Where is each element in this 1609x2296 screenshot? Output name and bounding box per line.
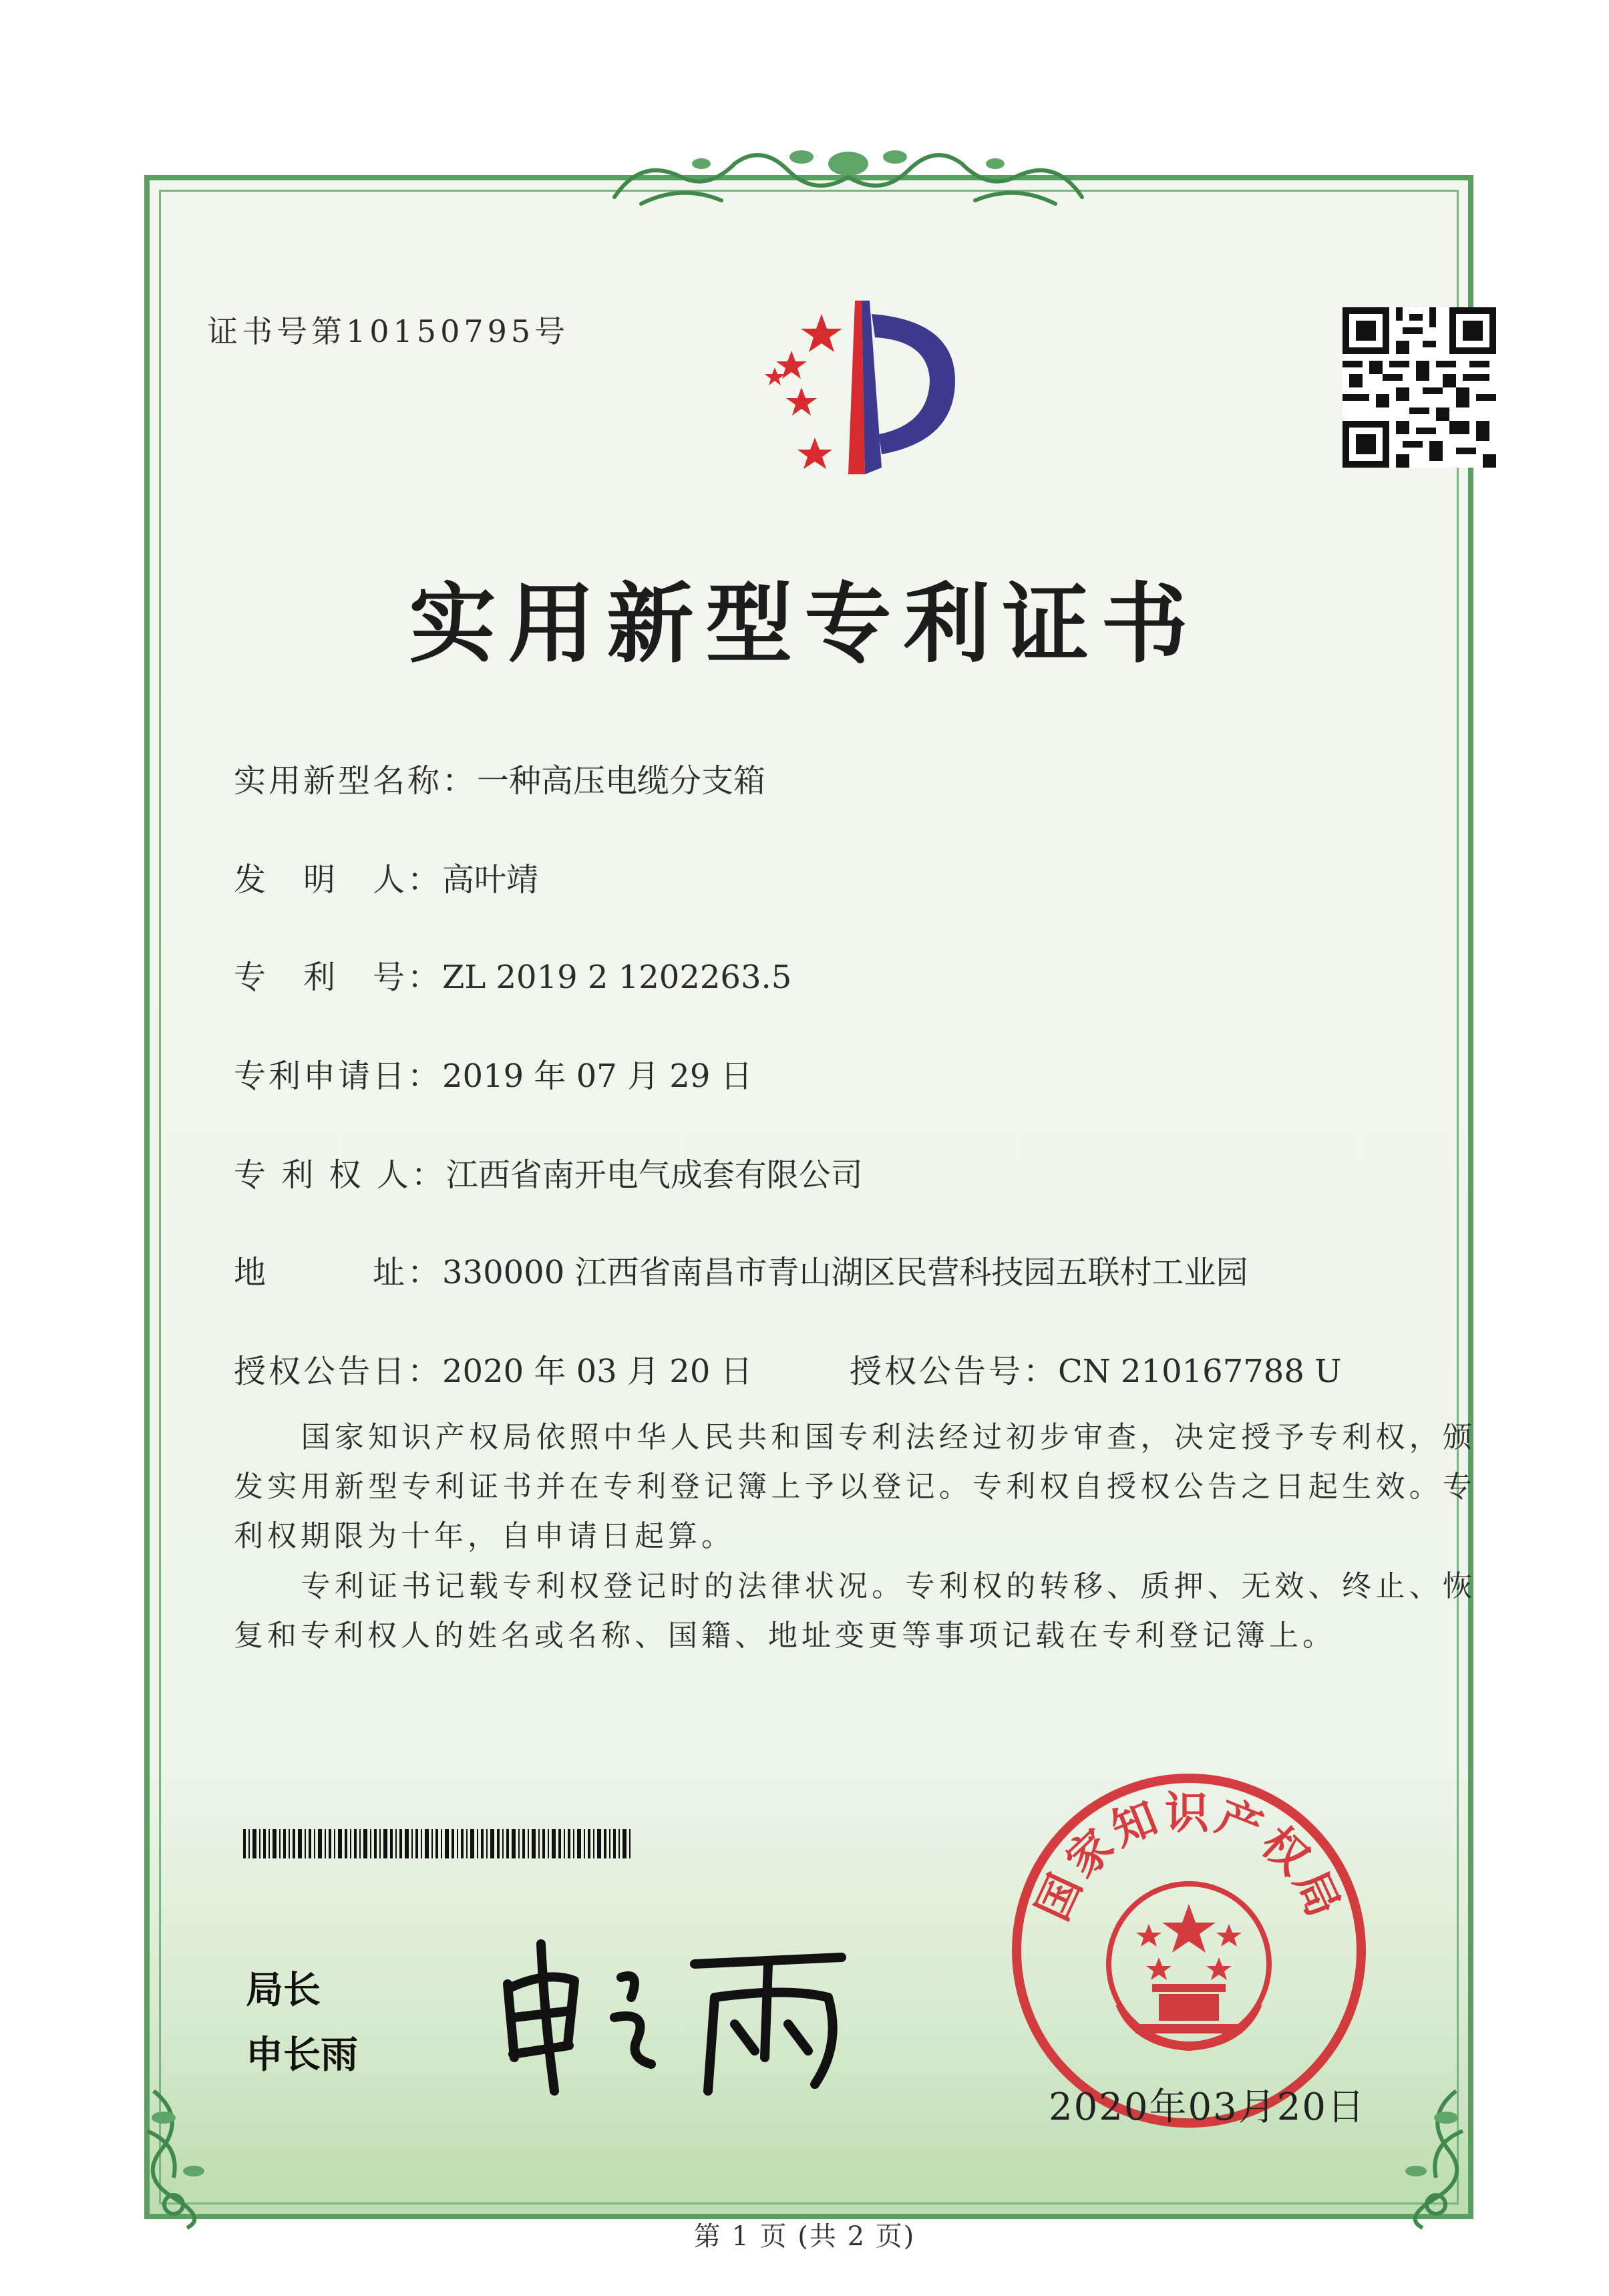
grant-date-value: 2020 年 03 月 20 日 xyxy=(442,1353,753,1390)
inventor-label: 发 明 人： xyxy=(234,861,443,898)
grant-statement-paragraph: 国家知识产权局依照中华人民共和国专利法经过初步审查，决定授予专利权，颁发实用新型专利证书并在专利登记簿上予以登记。专利权自授权公告之日起生效。专利权期限为十年，自申请日起算。 xyxy=(234,1420,1476,1553)
patentee-value: 江西省南开电气成套有限公司 xyxy=(445,1156,863,1194)
patent-number-row xyxy=(234,951,791,997)
inventor-row xyxy=(234,854,538,900)
svg-text:国家知识产权局: 国家知识产权局 xyxy=(1027,1787,1351,1929)
patentee-row xyxy=(234,1149,863,1195)
grant-number-value: CN 210167788 U xyxy=(1058,1353,1342,1390)
director-title: 局长 xyxy=(246,1969,321,2012)
utility-model-name-value: 一种高压电缆分支箱 xyxy=(477,762,766,800)
patent-office-logo xyxy=(728,287,982,488)
grant-date-row xyxy=(234,1345,753,1391)
utility-model-name-label: 实用新型名称： xyxy=(234,762,478,800)
certificate-number: 证书号第10150795号 xyxy=(207,313,570,349)
utility-model-name-row xyxy=(234,755,765,801)
barcode xyxy=(243,1829,631,1858)
application-date-value: 2019 年 07 月 29 日 xyxy=(442,1057,753,1095)
seal-date: 2020年03月20日 xyxy=(1049,2086,1367,2129)
director-signature xyxy=(494,1924,868,2098)
application-date-row xyxy=(234,1050,753,1096)
grant-number-label: 授权公告号： xyxy=(850,1353,1059,1390)
qr-code xyxy=(1343,307,1496,468)
patentee-label: 专 利 权 人： xyxy=(234,1156,446,1194)
legal-status-paragraph: 专利证书记载专利权登记时的法律状况。专利权的转移、质押、无效、终止、恢复和专利权人的姓名或名称、国籍、地址变更等事项记载在专利登记簿上。 xyxy=(234,1569,1476,1653)
patent-number-label: 专 利 号： xyxy=(234,959,443,996)
patent-number-value: ZL 2019 2 1202263.5 xyxy=(442,959,792,996)
address-row xyxy=(234,1247,1248,1293)
top-ornament xyxy=(601,137,1095,217)
address-value: 330000 江西省南昌市青山湖区民营科技园五联村工业园 xyxy=(442,1254,1248,1291)
certificate-title: 实用新型专利证书 xyxy=(409,572,1200,675)
page-number: 第 1 页 (共 2 页) xyxy=(693,2221,916,2252)
grant-date-label: 授权公告日： xyxy=(234,1353,443,1390)
director-name: 申长雨 xyxy=(246,2033,358,2077)
grant-number-row xyxy=(850,1345,1342,1391)
application-date-label: 专利申请日： xyxy=(234,1057,443,1095)
address-label: 地 址： xyxy=(234,1254,443,1291)
bottom-left-ornament xyxy=(134,2078,267,2231)
inventor-value: 高叶靖 xyxy=(442,861,539,898)
